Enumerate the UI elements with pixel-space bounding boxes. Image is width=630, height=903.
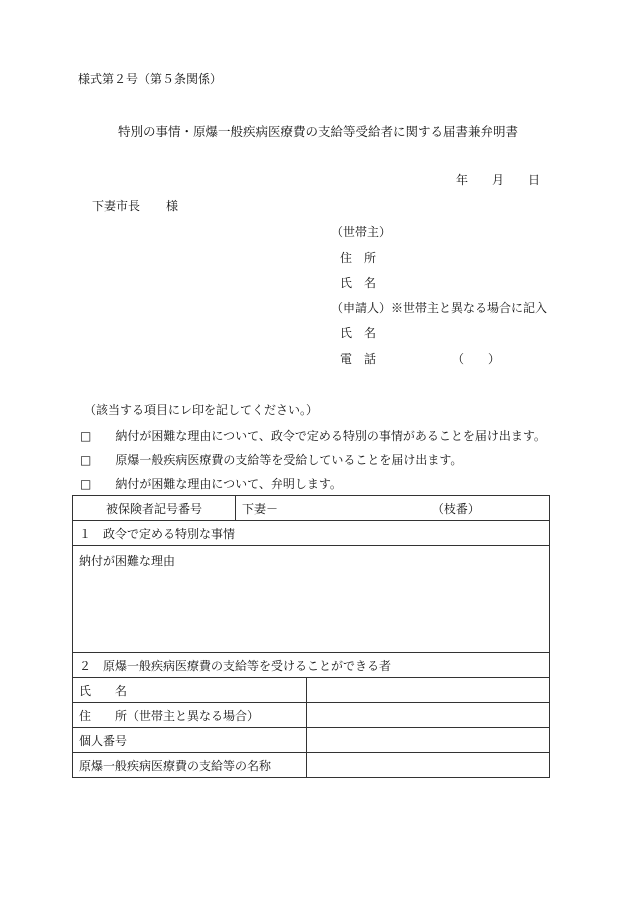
checkbox[interactable]: □ bbox=[80, 429, 92, 443]
personal-number-field[interactable] bbox=[307, 728, 550, 753]
recipient-address-label: 住 所（世帯主と異なる場合） bbox=[73, 703, 307, 728]
check-label: 納付が困難な理由について、弁明します。 bbox=[115, 477, 342, 491]
addressee: 下妻市長 bbox=[92, 199, 141, 213]
recipient-name-field[interactable] bbox=[307, 678, 550, 703]
reason-label: 納付が困難な理由 bbox=[79, 554, 176, 568]
householder-label: （世帯主） bbox=[331, 225, 392, 239]
details-table bbox=[72, 495, 550, 778]
reason-field[interactable] bbox=[73, 546, 550, 653]
check-label: 納付が困難な理由について、政令で定める特別の事情があることを届け出ます。 bbox=[115, 429, 546, 443]
insured-number-label: 被保険者記号番号 bbox=[73, 496, 236, 521]
applicant-name-label: 氏 名 bbox=[340, 326, 377, 340]
section2-row bbox=[73, 653, 550, 678]
table-row bbox=[73, 753, 550, 778]
table-row bbox=[73, 728, 550, 753]
form-number: 様式第２号（第５条関係） bbox=[78, 72, 223, 86]
insured-number-field[interactable] bbox=[236, 496, 550, 521]
phone-area-paren: （ ） bbox=[452, 352, 501, 366]
table-row bbox=[73, 703, 550, 728]
table-row bbox=[73, 678, 550, 703]
insured-number-row bbox=[73, 496, 550, 521]
applicant-label: （申請人）※世帯主と異なる場合に記入 bbox=[331, 301, 548, 315]
check-label: 原爆一般疾病医療費の支給等を受給していることを届け出ます。 bbox=[115, 453, 463, 467]
recipient-address-field[interactable] bbox=[307, 703, 550, 728]
reason-row bbox=[73, 546, 550, 653]
benefit-name-label: 原爆一般疾病医療費の支給等の名称 bbox=[73, 753, 307, 778]
recipient-name-label: 氏 名 bbox=[73, 678, 307, 703]
check-item-explanation[interactable] bbox=[80, 475, 342, 492]
section1-row bbox=[73, 521, 550, 546]
section1-heading: １ 政令で定める特別な事情 bbox=[73, 521, 550, 546]
benefit-name-field[interactable] bbox=[307, 753, 550, 778]
name-label: 氏 名 bbox=[340, 276, 377, 290]
instruction-text: （該当する項目にレ印を記してください。） bbox=[84, 403, 319, 417]
checkbox[interactable]: □ bbox=[80, 477, 92, 491]
check-item-atomic-benefit[interactable] bbox=[80, 451, 462, 468]
checkbox[interactable]: □ bbox=[80, 453, 92, 467]
section2-heading: ２ 原爆一般疾病医療費の支給等を受けることができる者 bbox=[73, 653, 550, 678]
date-year-label: 年 bbox=[456, 173, 469, 187]
check-item-special-circumstance[interactable] bbox=[80, 427, 546, 444]
phone-label: 電 話 bbox=[340, 352, 377, 366]
date-day-label: 日 bbox=[528, 173, 541, 187]
branch-number-label: （枝番） bbox=[431, 501, 480, 516]
page-title: 特別の事情・原爆一般疾病医療費の支給等受給者に関する届書兼弁明書 bbox=[118, 124, 519, 139]
insured-number-prefix: 下妻－ bbox=[242, 501, 279, 516]
address-label: 住 所 bbox=[340, 251, 377, 265]
personal-number-label: 個人番号 bbox=[73, 728, 307, 753]
addressee-suffix: 様 bbox=[166, 199, 179, 213]
date-month-label: 月 bbox=[492, 173, 505, 187]
